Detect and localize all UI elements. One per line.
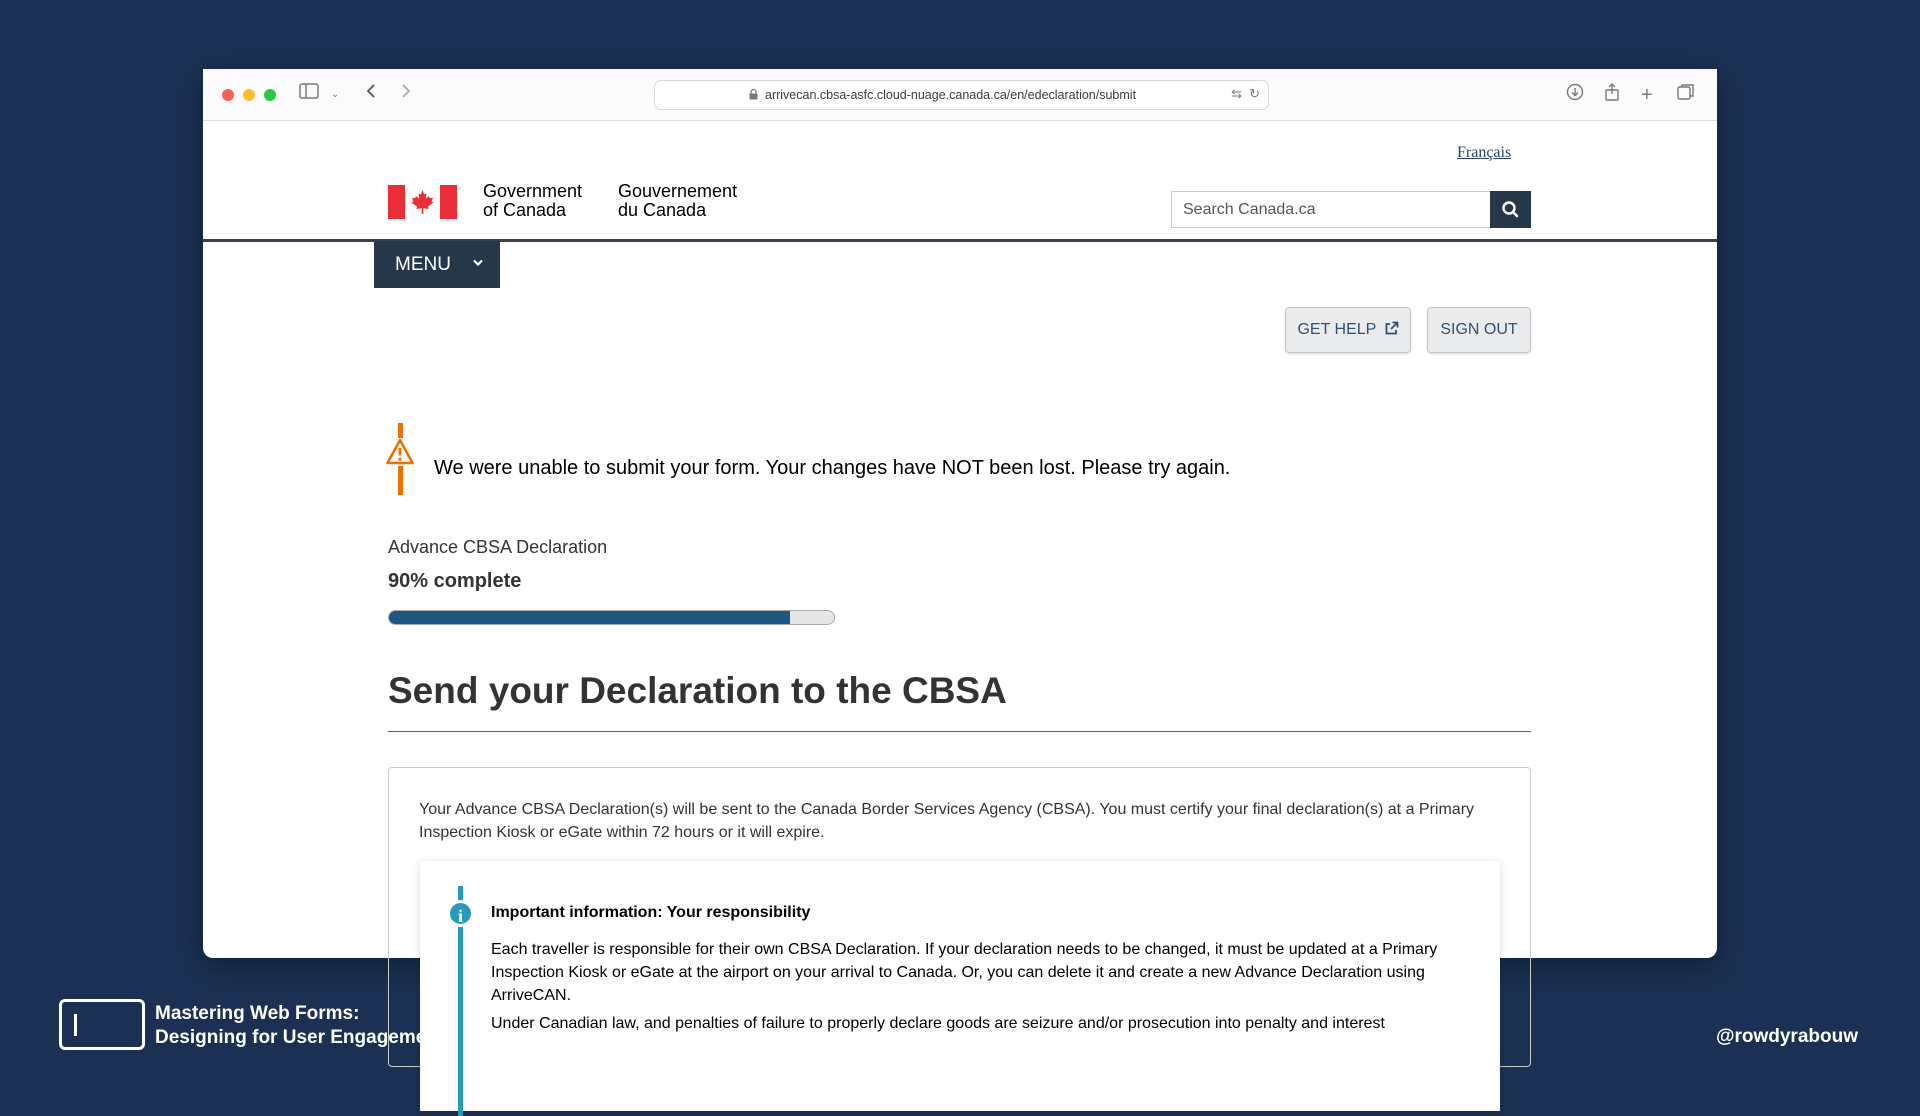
- gov-fr-line1: Gouvernement: [618, 181, 738, 201]
- slide-title: [155, 1002, 444, 1050]
- progress-fill: [389, 611, 790, 624]
- canada-flag-icon: [388, 185, 457, 219]
- info-body-cut-off: Under Canadian law, and penalties of failure to properly declare goods are seizure and/or prosecution into penalty and interest: [491, 1015, 1385, 1032]
- menu-label: MENU: [395, 254, 451, 275]
- government-of-canada-signature[interactable]: [483, 182, 582, 220]
- gov-fr-line2: du Canada: [618, 200, 707, 220]
- slide-title-line2: Designing for User Engagement: [155, 1027, 445, 1048]
- reload-icon[interactable]: ↻: [1249, 86, 1260, 101]
- lock-icon: [749, 89, 758, 100]
- gouvernement-du-canada-signature[interactable]: [618, 182, 737, 220]
- search-icon: [1490, 191, 1531, 228]
- get-help-button[interactable]: [1285, 307, 1411, 353]
- author-handle: @rowdyrabouw: [1715, 1026, 1858, 1047]
- close-window-button[interactable]: [222, 89, 234, 101]
- search-input[interactable]: Search Canada.ca: [1171, 191, 1490, 228]
- translate-icon[interactable]: ⇆: [1231, 86, 1242, 101]
- sidebar-icon[interactable]: [299, 83, 319, 107]
- progress-label: 90% complete: [388, 570, 522, 592]
- forward-icon[interactable]: [400, 83, 412, 107]
- chevron-down-icon[interactable]: ⌄: [331, 89, 340, 100]
- info-body: Each traveller is responsible for their own CBSA Declaration. If your declaration needs to be changed, it must be updated at a Primary Inspection Kiosk or eGate at the airport on your arrival to Canada. Or, you can delete it and create a new Advance Declaration using ArriveCAN.: [491, 941, 1438, 1004]
- language-toggle-link[interactable]: Français: [1457, 144, 1512, 161]
- info-box: [420, 861, 1500, 1111]
- browser-toolbar: [203, 69, 1717, 121]
- tabs-icon[interactable]: [1677, 83, 1695, 109]
- menu-button[interactable]: [374, 241, 500, 288]
- progress-bar: [388, 610, 835, 625]
- sign-out-button[interactable]: SIGN OUT: [1427, 307, 1531, 353]
- share-icon[interactable]: [1604, 83, 1620, 109]
- external-link-icon: [1384, 321, 1399, 336]
- title-underline: [388, 731, 1531, 732]
- info-title: Important information: Your responsibility: [491, 904, 811, 921]
- address-bar[interactable]: [654, 80, 1269, 110]
- gov-en-line1: Government: [483, 181, 583, 201]
- plus-icon[interactable]: +: [1641, 84, 1653, 106]
- get-help-label: GET HELP: [1297, 321, 1377, 338]
- page-title: Send your Declaration to the CBSA: [388, 670, 1007, 711]
- back-icon[interactable]: [365, 83, 377, 107]
- info-icon: i: [447, 900, 474, 927]
- gov-en-line2: of Canada: [483, 200, 567, 220]
- error-message: We were unable to submit your form. Your changes have NOT been lost. Please try again.: [434, 457, 1231, 479]
- download-icon[interactable]: [1566, 83, 1584, 109]
- url-text: arrivecan.cbsa-asfc.cloud-nuage.canada.ca/en/edeclaration/submit: [765, 88, 1137, 102]
- declaration-panel: [388, 767, 1531, 1067]
- slide-title-line1: Mastering Web Forms:: [155, 1003, 360, 1024]
- form-name: Advance CBSA Declaration: [388, 537, 608, 557]
- search-button[interactable]: [1490, 191, 1531, 228]
- intro-text: Your Advance CBSA Declaration(s) will be sent to the Canada Border Services Agency (CBSA). You must certify your final declaration(s) at a Primary Inspection Kiosk or eGate within 72 hours or it will expire.: [419, 801, 1475, 841]
- warning-icon: [386, 438, 414, 466]
- maximize-window-button[interactable]: [264, 89, 276, 101]
- chevron-down-icon: [472, 241, 484, 288]
- brand-logo-icon: [59, 999, 145, 1050]
- minimize-window-button[interactable]: [243, 89, 255, 101]
